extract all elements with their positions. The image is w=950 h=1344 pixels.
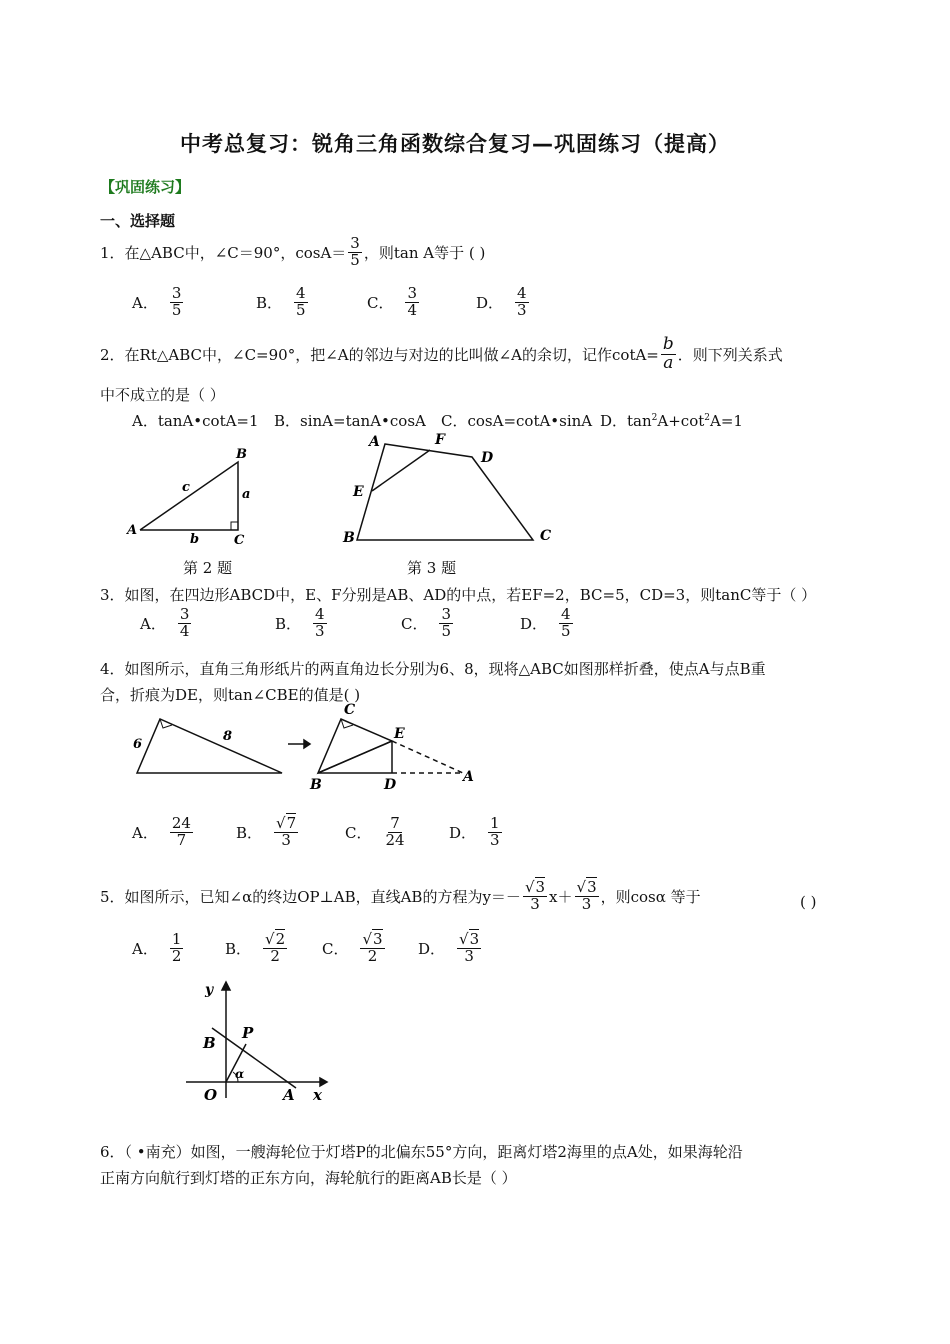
q3-option-c-num: 3 <box>441 605 452 623</box>
q2-option-b[interactable]: B．sinA=tanA•cosA <box>274 412 426 430</box>
q2-option-d-mid: A+cot <box>657 412 705 430</box>
fig2-label-B: B <box>236 447 247 462</box>
fig4-label-C: C <box>344 702 356 718</box>
q3-option-d-num: 4 <box>561 605 571 623</box>
q4-option-d-label: D． <box>449 823 477 842</box>
question-4-line2: 合，折痕为DE，则tan∠CBE的值是( ) <box>100 686 361 704</box>
fig3-label-B: B <box>343 530 355 546</box>
q5-f1-den: 3 <box>530 894 540 913</box>
q2-option-d-pre: D．tan <box>600 412 652 430</box>
q5-option-a-label: A． <box>132 939 158 958</box>
fig5-label-P: P <box>242 1024 254 1042</box>
q5-option-c-den: 2 <box>367 946 378 965</box>
fig2-caption: 第 2 题 <box>183 559 233 577</box>
fig5-label-B: B <box>203 1034 216 1052</box>
q3-option-b-label: B． <box>275 614 302 633</box>
q2-frac-num: b <box>662 334 674 354</box>
q1-option-a-label: A． <box>132 293 158 312</box>
q4-option-b-den: 3 <box>281 830 291 849</box>
q1-option-c-num: 3 <box>407 284 418 302</box>
fig2-label-b: b <box>190 532 200 547</box>
q1-option-b-den: 5 <box>296 300 306 319</box>
q5-text-pre: 5．如图所示，已知∠α的终边OP⊥AB，直线AB的方程为y＝－ <box>100 887 521 906</box>
fig2-label-C: C <box>234 533 245 548</box>
q1-option-d-num: 4 <box>517 284 527 302</box>
q1-text-post: ，则tan A等于 ( ) <box>363 243 486 262</box>
fig4-label-E: E <box>394 726 405 742</box>
q4-option-a-den: 7 <box>176 830 187 849</box>
q5-option-b-den: 2 <box>270 946 280 965</box>
section-tag: 【巩固练习】 <box>100 178 191 196</box>
q2-sup-1: 2 <box>651 413 658 423</box>
q5-text-mid: x＋ <box>549 887 573 906</box>
q5-option-c-num: √3 <box>362 930 383 948</box>
q5-paren: ( ) <box>800 893 817 911</box>
q4-option-c-den: 24 <box>385 830 405 849</box>
fig3-label-C: C <box>540 528 552 544</box>
fig5-label-O: O <box>204 1086 218 1104</box>
question-6-line1: 6．（ •南充）如图，一艘海轮位于灯塔P的北偏东55°方向，距离灯塔2海里的点A处，如果海轮沿 <box>100 1143 743 1161</box>
fig3-label-A: A <box>369 434 380 450</box>
fig4-label-8: 8 <box>223 729 233 744</box>
section-heading: 一、选择题 <box>100 212 176 230</box>
q1-option-d-label: D． <box>476 293 504 312</box>
q5-option-d-num: √3 <box>459 930 480 948</box>
q5-option-b-label: B． <box>225 939 252 958</box>
q3-option-d-label: D． <box>520 614 548 633</box>
q2-option-d-post: A=1 <box>710 412 743 430</box>
q4-option-d-den: 3 <box>490 830 500 849</box>
q1-option-a-num: 3 <box>171 284 182 302</box>
q2-option-c[interactable]: C．cosA=cotA•sinA <box>441 412 593 430</box>
q5-option-d-label: D． <box>418 939 446 958</box>
q5-option-b-num: √2 <box>265 930 286 948</box>
q3-option-c-label: C． <box>401 614 428 633</box>
fig5-label-x: x <box>313 1086 322 1104</box>
question-4-line1: 4．如图所示，直角三角形纸片的两直角边长分别为6、8，现将△ABC如图那样折叠，使点A与点B重 <box>100 660 766 678</box>
q1-option-b-num: 4 <box>296 284 306 302</box>
fig2-label-a: a <box>242 487 251 502</box>
q1-option-d-den: 3 <box>517 300 527 319</box>
q1-frac-num: 3 <box>350 234 360 252</box>
fig3-label-D: D <box>481 450 494 466</box>
q3-option-b-den: 3 <box>315 621 325 640</box>
q5-f1-num: √3 <box>524 878 546 896</box>
fig4-label-D: D <box>384 777 397 793</box>
q2-sup-2: 2 <box>704 413 711 423</box>
q5-f2-den: 3 <box>581 894 592 913</box>
fig3-label-F: F <box>435 432 445 448</box>
q1-frac-den: 5 <box>350 250 360 269</box>
q4-option-b-num: √7 <box>276 814 297 832</box>
q4-option-c-num: 7 <box>390 814 400 832</box>
fig4-label-A: A <box>463 769 474 785</box>
q5-option-a-num: 1 <box>171 930 182 948</box>
q4-option-c-label: C． <box>345 823 372 842</box>
fig5-label-A: A <box>283 1086 295 1104</box>
q1-option-c-den: 4 <box>407 300 418 319</box>
q1-option-a-den: 5 <box>171 300 182 319</box>
question-6-line2: 正南方向航行到灯塔的正东方向，海轮航行的距离AB长是（ ） <box>100 1169 517 1187</box>
fig3-label-E: E <box>353 484 364 500</box>
q3-option-d-den: 5 <box>561 621 571 640</box>
q3-option-c-den: 5 <box>441 621 452 640</box>
q2-frac-den: a <box>663 352 674 373</box>
q1-text-pre: 1．在△ABC中，∠C＝90°，cosA＝ <box>100 243 347 262</box>
q3-option-a-label: A． <box>140 614 166 633</box>
q4-option-b-label: B． <box>236 823 263 842</box>
q5-option-c-label: C． <box>322 939 349 958</box>
q3-option-a-den: 4 <box>179 621 190 640</box>
q3-option-a-num: 3 <box>179 605 190 623</box>
page-title: 中考总复习：锐角三角函数综合复习—巩固练习（提高） <box>180 132 730 156</box>
q5-text-post: ，则cosα 等于 <box>600 887 701 906</box>
q1-option-b-label: B． <box>256 293 283 312</box>
q2-text-pre: 2．在Rt△ABC中，∠C=90°，把∠A的邻边与对边的比叫做∠A的余切，记作cotA= <box>100 345 659 364</box>
q5-option-d-den: 3 <box>464 946 474 965</box>
fig5-label-alpha: α <box>235 1067 245 1081</box>
fig2-label-A: A <box>127 523 138 538</box>
q4-option-a-label: A． <box>132 823 158 842</box>
q2-line2: 中不成立的是（ ） <box>100 386 225 404</box>
question-3: 3．如图，在四边形ABCD中，E、F分别是AB、AD的中点，若EF=2，BC=5，CD=3，则tanC等于（ ） <box>100 586 817 604</box>
fig5-label-y: y <box>205 982 214 998</box>
q2-option-a[interactable]: A．tanA•cotA=1 <box>132 412 259 430</box>
q5-f2-num: √3 <box>576 878 597 896</box>
q5-option-a-den: 2 <box>171 946 182 965</box>
fig4-label-B: B <box>310 777 322 793</box>
q1-option-c-label: C． <box>367 293 394 312</box>
fig2-label-c: c <box>182 480 190 495</box>
fig3-caption: 第 3 题 <box>407 559 457 577</box>
q4-option-d-num: 1 <box>490 814 500 832</box>
q2-text-post: ．则下列关系式 <box>677 345 783 364</box>
q3-option-b-num: 4 <box>315 605 325 623</box>
fig4-label-6: 6 <box>133 737 143 752</box>
q4-option-a-num: 24 <box>171 814 191 832</box>
